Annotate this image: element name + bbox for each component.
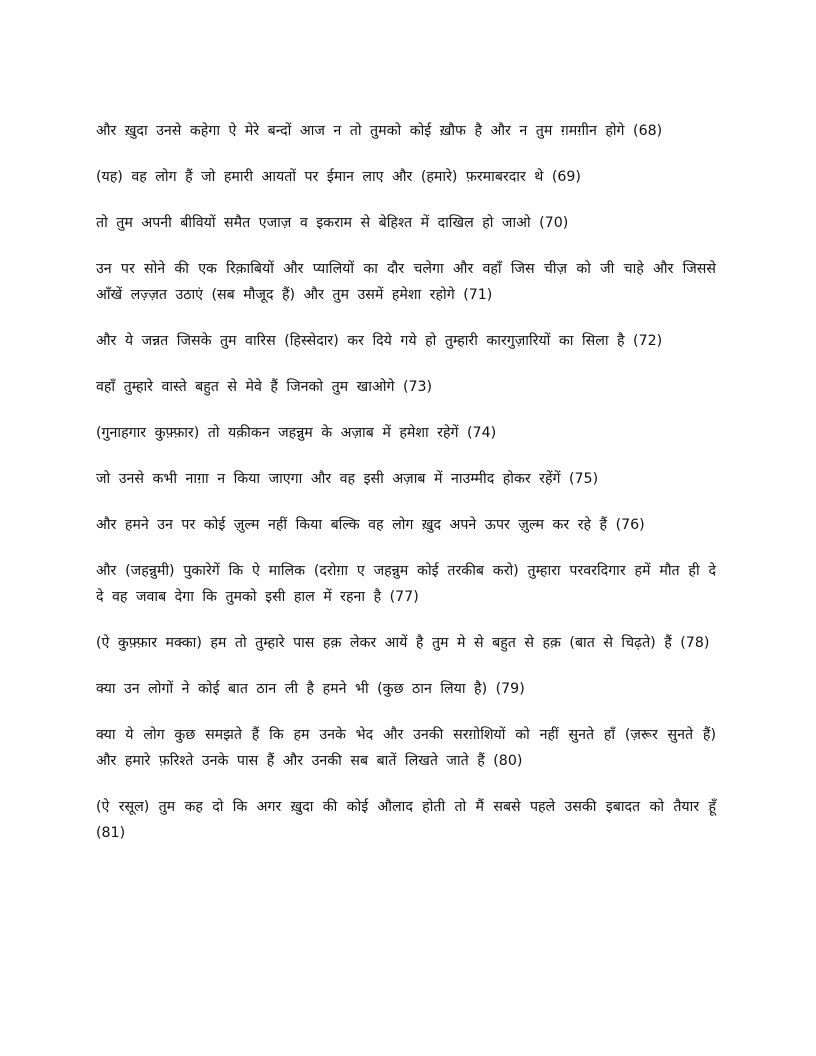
verse-74: (गुनाहगार कुफ़्फ़ार) तो यक़ीकन जहन्नुम के अज़ाब में हमेशा रहेगें (74) xyxy=(96,425,497,441)
verse-79: क्या उन लोगों ने कोई बात ठान ली है हमने भी (कुछ ठान लिया है) (79) xyxy=(96,681,525,697)
verse-list xyxy=(96,118,716,866)
verse-77: और (जहन्नुमी) पुकारेगें कि ऐ मालिक (दरोग़ा ए जहन्नुम कोई तरकीब करो) तुम्हारा परवरदिगार हमें मौत ही दे दे वह जवाब देगा कि तुमको इसी हाल में रहना है (77) xyxy=(96,563,716,605)
verse-73: वहाँ तुम्हारे वास्ते बहुत से मेवे हैं जिनको तुम खाओगे (73) xyxy=(96,379,433,395)
verse-68: और ख़ुदा उनसे कहेगा ऐ मेरे बन्दों आज न तो तुमको कोई ख़ौफ है और न तुम ग़मग़ीन होगे (68) xyxy=(96,123,663,139)
verse-78: (ऐ कुफ़्फ़ार मक्का) हम तो तुम्हारे पास हक़ लेकर आयें है तुम मे से बहुत से हक़ (बात से चिढ़ते) हैं (78) xyxy=(96,635,710,651)
verse-71: उन पर सोने की एक रिक़ाबियों और प्यालियों का दौर चलेगा और वहाँ जिस चीज़ को जी चाहे और जिससे आँखें लज़्ज़त उठाएं (सब मौजूद हैं) और तुम उसमें हमेशा रहोगे (71) xyxy=(96,261,716,303)
verse-76: और हमने उन पर कोई ज़ुल्म नहीं किया बल्कि वह लोग ख़ुद अपने ऊपर ज़ुल्म कर रहे हैं (76) xyxy=(96,517,645,533)
verse-72: और ये जन्नत जिसके तुम वारिस (हिस्सेदार) कर दिये गये हो तुम्हारी कारगुज़ारियों का सिला है (72) xyxy=(96,333,663,349)
verse-80: क्या ये लोग कुछ समझते हैं कि हम उनके भेद और उनकी सरग़ोशियों को नहीं सुनते हाँ (ज़रूर सुनते हैं) और हमारे फ़रिश्ते उनके पास हैं और उनकी सब बातें लिखते जाते हैं (80) xyxy=(96,727,716,769)
verse-75: जो उनसे कभी नाग़ा न किया जाएगा और वह इसी अज़ाब में नाउम्मीद होकर रहेंगें (75) xyxy=(96,471,599,487)
verse-81: (ऐ रसूल) तुम कह दो कि अगर ख़ुदा की कोई औलाद होती तो मैं सबसे पहले उसकी इबादत को तैयार हूँ (81) xyxy=(96,799,716,841)
verse-69: (यह) वह लोग हैं जो हमारी आयतों पर ईमान लाए और (हमारे) फ़रमाबरदार थे (69) xyxy=(96,169,581,185)
verse-70: तो तुम अपनी बीवियों समैत एजाज़ व इकराम से बेहिश्त में दाखिल हो जाओ (70) xyxy=(96,215,569,231)
